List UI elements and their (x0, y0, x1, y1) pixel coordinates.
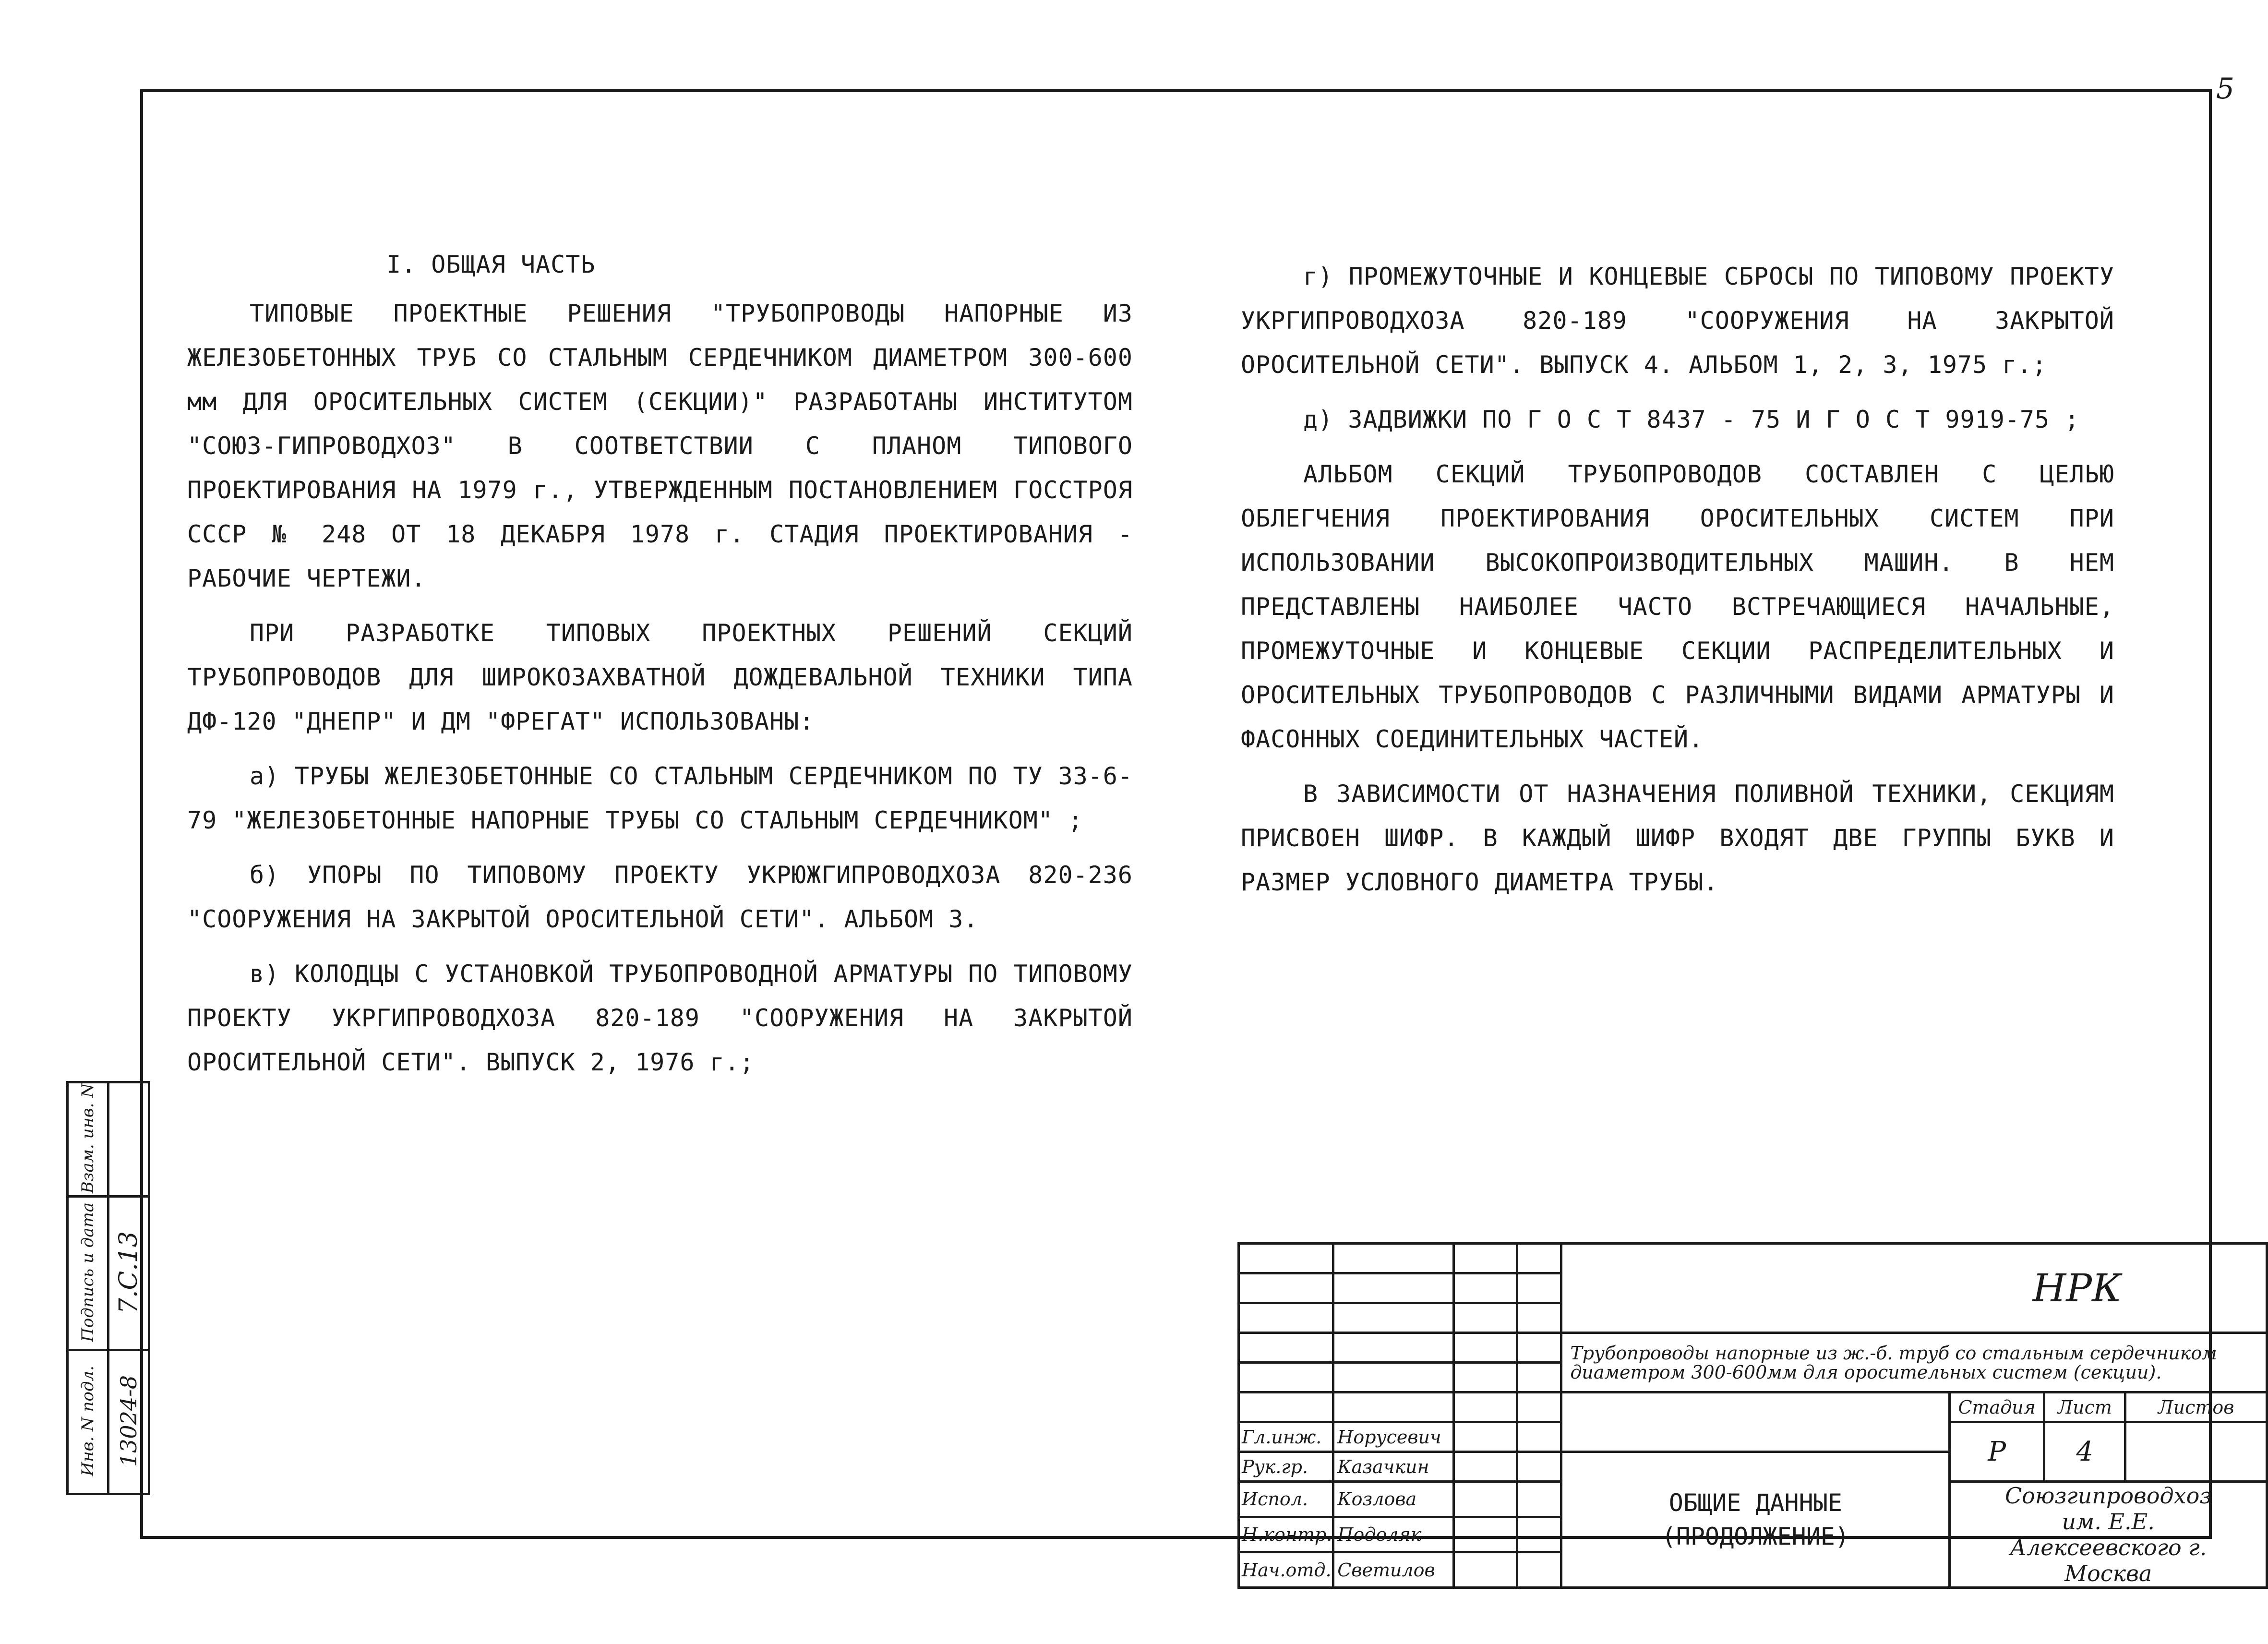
sidebar-value-signature-date: 7.С.13 (114, 1231, 143, 1314)
corner-mark: 5 (2216, 72, 2234, 106)
right-text-column (1241, 254, 2114, 915)
section-heading: I. ОБЩАЯ ЧАСТЬ (386, 251, 596, 278)
list-item-a: а) ТРУБЫ ЖЕЛЕЗОБЕТОННЫЕ СО СТАЛЬНЫМ СЕРДЕЧНИКОМ ПО ТУ 33-6-79 "ЖЕЛЕЗОБЕТОННЫЕ НАПОРНЫЕ ТРУБЫ СО СТАЛЬНЫМ СЕРДЕЧНИКОМ" ; (187, 762, 1133, 834)
stage-header: Стадия (1950, 1392, 2044, 1422)
signature (1454, 1452, 1517, 1482)
signer-role: Испол. (1239, 1482, 1333, 1517)
list-item-b: б) УПОРЫ ПО ТИПОВОМУ ПРОЕКТУ УКРЮЖГИПРОВОДХОЗА 820-236 "СООРУЖЕНИЯ НА ЗАКРЫТОЙ ОРОСИТЕЛЬНОЙ СЕТИ". АЛЬБОМ 3. (187, 861, 1133, 933)
signer-name: Светилов (1333, 1552, 1454, 1588)
signature (1454, 1517, 1517, 1552)
title-block (1237, 1242, 2268, 1589)
signer-name: Подоляк (1333, 1517, 1454, 1552)
cipher-paragraph: В ЗАВИСИМОСТИ ОТ НАЗНАЧЕНИЯ ПОЛИВНОЙ ТЕХНИКИ, СЕКЦИЯМ ПРИСВОЕН ШИФР. В КАЖДЫЙ ШИФР ВХОДЯТ ДВЕ ГРУППЫ БУКВ И РАЗМЕР УСЛОВНОГО ДИАМЕТРА ТРУБЫ. (1241, 780, 2114, 896)
list-item-d: д) ЗАДВИЖКИ ПО Г О С Т 8437 - 75 И Г О С Т 9919-75 ; (1303, 406, 2080, 433)
stage-value: Р (1950, 1422, 2044, 1482)
sheet-header: Лист (2044, 1392, 2125, 1422)
signer-name: Козлова (1333, 1482, 1454, 1517)
signer-name: Казачкин (1333, 1452, 1454, 1482)
album-paragraph: АЛЬБОМ СЕКЦИЙ ТРУБОПРОВОДОВ СОСТАВЛЕН С ЦЕЛЬЮ ОБЛЕГЧЕНИЯ ПРОЕКТИРОВАНИЯ ОРОСИТЕЛЬНЫХ СИСТЕМ ПРИ ИСПОЛЬЗОВАНИИ ВЫСОКОПРОИЗВОДИТЕЛЬНЫХ МАШИН. В НЕМ ПРЕДСТАВЛЕНЫ НАИБОЛЕЕ ЧАСТО ВСТРЕЧАЮЩИЕСЯ НАЧАЛЬНЫЕ, ПРОМЕЖУТОЧНЫЕ И КОНЦЕВЫЕ СЕКЦИИ РАСПРЕДЕЛИТЕЛЬНЫХ И ОРОСИТЕЛЬНЫХ ТРУБОПРОВОДОВ С РАЗЛИЧНЫМИ ВИДАМИ АРМАТУРЫ И ФАСОННЫХ СОЕДИНИТЕЛЬНЫХ ЧАСТЕЙ. (1241, 460, 2114, 753)
sidebar-registration-table (66, 1081, 150, 1495)
left-text-column (187, 242, 1133, 1095)
organization: Союзгипроводхоз им. Е.Е. Алексеевского г. Москва (2004, 1483, 2212, 1586)
signer-role: Н.контр. (1239, 1517, 1333, 1552)
sidebar-value-inventory: 13024-8 (116, 1375, 142, 1467)
signature (1454, 1482, 1517, 1517)
sidebar-label-replacement: Взам. инв. N (78, 1083, 97, 1194)
sheet-title: ОБЩИЕ ДАННЫЕ (ПРОДОЛЖЕНИЕ) (1661, 1489, 1850, 1550)
sheets-value (2125, 1422, 2267, 1482)
sheet-value: 4 (2044, 1422, 2125, 1482)
list-item-g: г) ПРОМЕЖУТОЧНЫЕ И КОНЦЕВЫЕ СБРОСЫ ПО ТИПОВОМУ ПРОЕКТУ УКРГИПРОВОДХОЗА 820-189 "СООРУЖЕНИЯ НА ЗАКРЫТОЙ ОРОСИТЕЛЬНОЙ СЕТИ". ВЫПУСК 4. АЛЬБОМ 1, 2, 3, 1975 г.; (1241, 263, 2114, 379)
project-title: Трубопроводы напорные из ж.-б. труб со стальным сердечником диаметром 300-600мм для оросительных систем (секции). (1570, 1342, 2217, 1383)
list-item-v: в) КОЛОДЦЫ С УСТАНОВКОЙ ТРУБОПРОВОДНОЙ АРМАТУРЫ ПО ТИПОВОМУ ПРОЕКТУ УКРГИПРОВОДХОЗА 820-189 "СООРУЖЕНИЯ НА ЗАКРЫТОЙ ОРОСИТЕЛЬНОЙ СЕТИ". ВЫПУСК 2, 1976 г.; (187, 960, 1133, 1076)
intro-paragraph: ТИПОВЫЕ ПРОЕКТНЫЕ РЕШЕНИЯ "ТРУБОПРОВОДЫ НАПОРНЫЕ ИЗ ЖЕЛЕЗОБЕТОННЫХ ТРУБ СО СТАЛЬНЫМ СЕРДЕЧНИКОМ ДИАМЕТРОМ 300-600 мм ДЛЯ ОРОСИТЕЛЬНЫХ СИСТЕМ (СЕКЦИИ)" РАЗРАБОТАНЫ ИНСТИТУТОМ "СОЮЗ-ГИПРОВОДХОЗ" В СООТВЕТСТВИИ С ПЛАНОМ ТИПОВОГО ПРОЕКТИРОВАНИЯ НА 1979 г., УТВЕРЖДЕННЫМ ПОСТАНОВЛЕНИЕМ ГОССТРОЯ СССР № 248 ОТ 18 ДЕКАБРЯ 1978 г. СТАДИЯ ПРОЕКТИРОВАНИЯ - РАБОЧИЕ ЧЕРТЕЖИ. (187, 300, 1133, 592)
signer-name: Норусевич (1333, 1422, 1454, 1452)
signature (1454, 1422, 1517, 1452)
sidebar-label-inventory: Инв. N подл. (78, 1366, 97, 1476)
signer-role: Рук.гр. (1239, 1452, 1333, 1482)
sidebar-label-signature-date: Подпись и дата (78, 1202, 97, 1342)
usage-paragraph: ПРИ РАЗРАБОТКЕ ТИПОВЫХ ПРОЕКТНЫХ РЕШЕНИЙ СЕКЦИЙ ТРУБОПРОВОДОВ ДЛЯ ШИРОКОЗАХВАТНОЙ ДОЖДЕВАЛЬНОЙ ТЕХНИКИ ТИПА ДФ-120 "ДНЕПР" И ДМ "ФРЕГАТ" ИСПОЛЬЗОВАНЫ: (187, 619, 1133, 735)
sheets-header: Листов (2125, 1392, 2267, 1422)
signer-role: Гл.инж. (1239, 1422, 1333, 1452)
drawing-code: НРК (2032, 1266, 2122, 1310)
signature (1454, 1552, 1517, 1588)
signer-role: Нач.отд. (1239, 1552, 1333, 1588)
